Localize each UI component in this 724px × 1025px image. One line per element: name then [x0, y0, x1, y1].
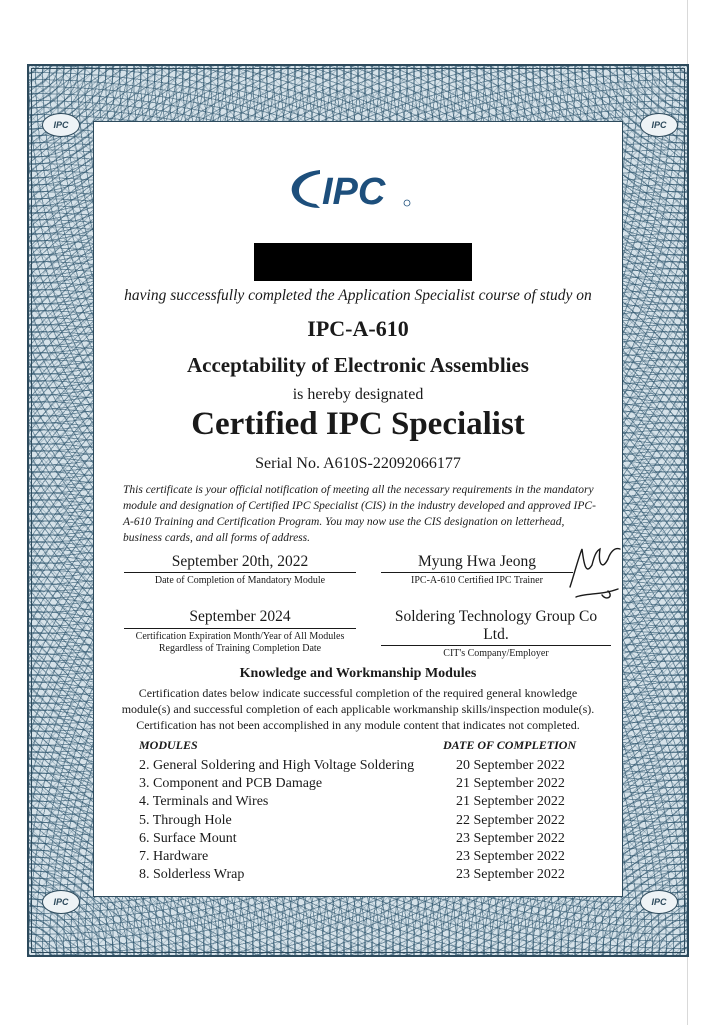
corner-seal-top-left: IPC [42, 113, 80, 137]
module-date: 23 September 2022 [456, 849, 565, 865]
company-block [381, 608, 611, 660]
module-date: 21 September 2022 [456, 794, 565, 810]
module-date: 22 September 2022 [456, 812, 565, 828]
certificate-notice: This certificate is your official notification of meeting all the necessary requirements in the mandatory module and designation of Certified IPC Specialist (CIS) in the industry developed and approved IPC-A-610 Training and Certification Program. You may now use the CIS designation on letterhead, business cards, and all forms of address. [123, 484, 596, 544]
logo-swoosh-icon [292, 170, 320, 208]
module-name: 6. Surface Mount [139, 830, 237, 846]
completion-date: September 20th, 2022 [124, 553, 356, 573]
company-name: Soldering Technology Group Co Ltd. [381, 608, 611, 646]
modules-column-header: MODULES [139, 738, 198, 752]
company-caption: CIT's Company/Employer [443, 648, 549, 659]
module-date: 23 September 2022 [456, 867, 565, 883]
expiration-date: September 2024 [189, 608, 291, 625]
standard-code: IPC-A-610 [307, 316, 409, 341]
module-date: 23 September 2022 [456, 830, 565, 846]
completion-date-block [124, 553, 356, 587]
registered-mark-icon [404, 200, 410, 206]
modules-heading: Knowledge and Workmanship Modules [239, 666, 477, 681]
module-name: 3. Component and PCB Damage [139, 776, 323, 792]
modules-desc-line-1: Certification dates below indicate successful completion of the required general knowledge [138, 686, 578, 700]
module-name: 2. General Soldering and High Voltage Soldering [139, 758, 415, 773]
ipc-logo [286, 164, 416, 214]
module-date: 20 September 2022 [456, 758, 565, 773]
module-name: 5. Through Hole [139, 812, 232, 828]
designated-text: is hereby designated [292, 386, 424, 403]
module-date-list [456, 757, 565, 884]
corner-seal-bottom-left: IPC [42, 890, 80, 914]
module-name: 7. Hardware [139, 849, 209, 865]
expiration-caption-1: Certification Expiration Month/Year of All Modules [124, 628, 356, 643]
module-name: 4. Terminals and Wires [139, 794, 269, 810]
intro-text: having successfully completed the Application Specialist course of study on [124, 287, 592, 304]
corner-seal-bottom-right: IPC [640, 890, 678, 914]
trainer-signature [562, 535, 632, 605]
redacted-name [254, 243, 472, 281]
trainer-caption: IPC-A-610 Certified IPC Trainer [411, 575, 543, 586]
trainer-block [381, 553, 573, 587]
module-date: 21 September 2022 [456, 776, 565, 792]
modules-desc-line-3: Certification has not been accomplished in any module content that indicates not completed. [136, 718, 580, 732]
modules-description [93, 685, 623, 733]
logo-wordmark: IPC [322, 171, 386, 213]
completion-caption: Date of Completion of Mandatory Module [154, 575, 326, 586]
serial-number: Serial No. A610S-22092066177 [255, 455, 461, 472]
module-list [139, 757, 414, 884]
expiration-caption-2: Regardless of Training Completion Date [158, 643, 322, 654]
corner-seal-top-right: IPC [640, 113, 678, 137]
certificate-title: Certified IPC Specialist [191, 406, 525, 442]
module-name: 8. Solderless Wrap [139, 867, 245, 883]
trainer-name: Myung Hwa Jeong [381, 553, 573, 573]
standard-title: Acceptability of Electronic Assemblies [187, 353, 529, 377]
modules-desc-line-2: module(s) and successful completion of each applicable workmanship skills/inspection module(s). [121, 702, 595, 716]
expiration-block [124, 608, 356, 655]
date-column-header: DATE OF COMPLETION [443, 738, 577, 752]
